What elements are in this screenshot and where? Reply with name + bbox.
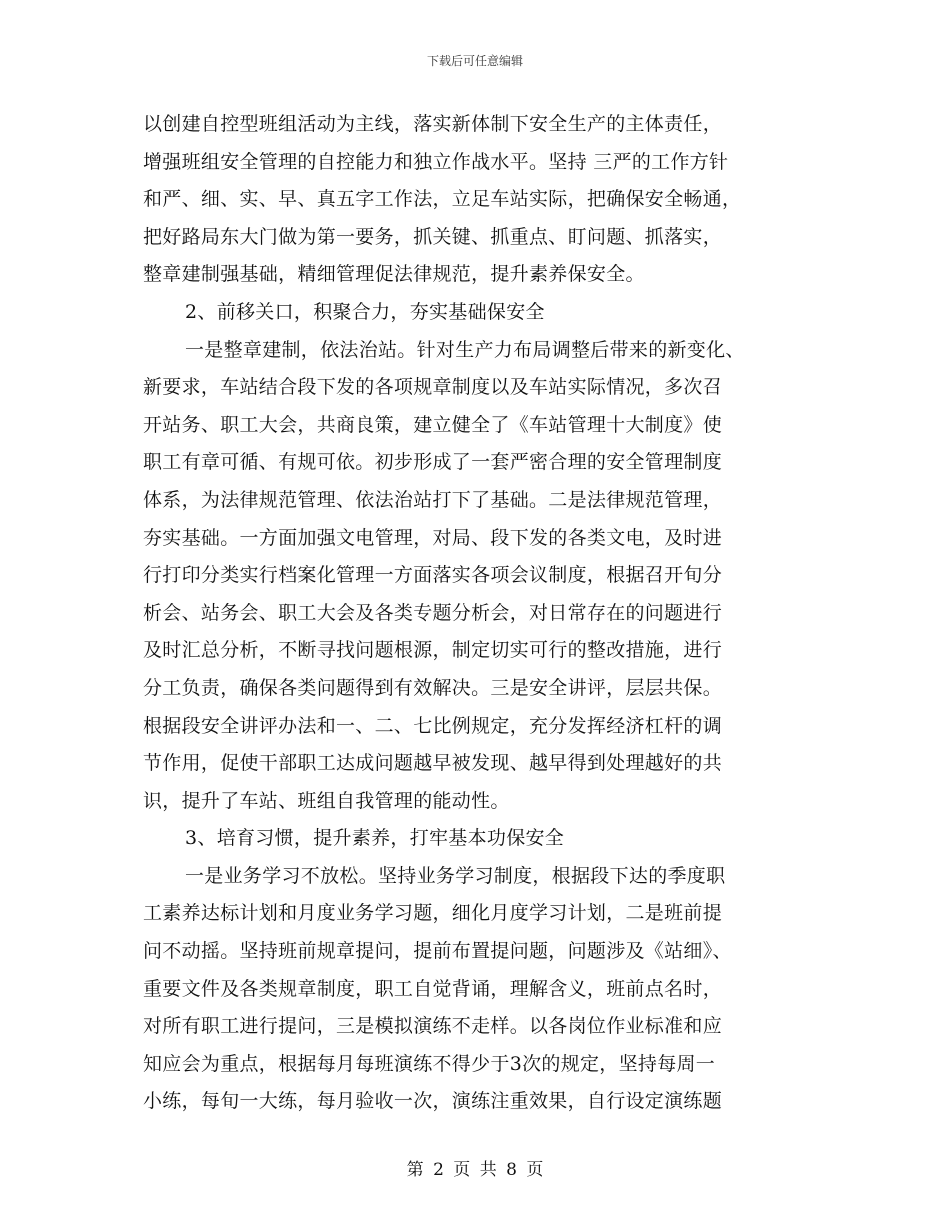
body-text-line: 识，提升了车站、班组自我管理的能动性。 [143, 789, 510, 812]
body-text-line: 析会、站务会、职工大会及各类专题分析会，对日常存在的问题进行 [143, 601, 723, 624]
body-text-line: 开站务、职工大会，共商良策，建立健全了《车站管理十大制度》使 [143, 413, 723, 436]
body-text-line: 工素养达标计划和月度业务学习题，细化月度学习计划，二是班前提 [143, 902, 723, 925]
document-body [143, 106, 811, 1121]
body-text-line: 整章建制强基础，精细管理促法律规范，提升素养保安全。 [143, 263, 645, 286]
body-text-line: 知应会为重点，根据每月每班演练不得少于3次的规定，坚持每周一 [143, 1052, 716, 1075]
body-text-line: 对所有职工进行提问，三是模拟演练不走样。以各岗位作业标准和应 [143, 1015, 723, 1038]
body-text-line: 把好路局东大门做为第一要务，抓关键、抓重点、盯问题、抓落实， [143, 225, 723, 248]
body-text-line: 夯实基础。一方面加强文电管理，对局、段下发的各类文电，及时进 [143, 526, 723, 549]
body-text-line: 职工有章可循、有规可依。初步形成了一套严密合理的安全管理制度 [143, 451, 723, 474]
body-text-line: 行打印分类实行档案化管理一方面落实各项会议制度，根据召开旬分 [143, 564, 723, 587]
body-text-line: 新要求，车站结合段下发的各项规章制度以及车站实际情况，多次召 [143, 376, 723, 399]
body-text-line: 增强班组安全管理的自控能力和独立作战水平。坚持 三严的工作方针 [143, 150, 729, 173]
body-text-line: 3、培育习惯，提升素养，打牢基本功保安全 [185, 827, 565, 850]
body-text-line: 2、前移关口，积聚合力，夯实基础保安全 [185, 300, 545, 323]
body-text-line: 分工负责，确保各类问题得到有效解决。三是安全讲评，层层共保。 [143, 676, 723, 699]
page-header: 下载后可任意编辑 [426, 54, 523, 68]
body-text-line: 以创建自控型班组活动为主线，落实新体制下安全生产的主体责任， [143, 113, 723, 135]
body-text-line: 节作用，促使干部职工达成问题越早被发现、越早得到处理越好的共 [143, 752, 723, 775]
body-text-line: 和严、细、实、早、真五字工作法，立足车站实际，把确保安全畅通， [143, 188, 742, 211]
body-text-line: 及时汇总分析，不断寻找问题根源，制定切实可行的整改措施，进行 [143, 639, 723, 662]
page-number-footer: 第 2 页 共 8 页 [406, 1160, 544, 1180]
body-text-line: 一是业务学习不放松。坚持业务学习制度，根据段下达的季度职 [185, 864, 726, 887]
body-text-line: 问不动摇。坚持班前规章提问，提前布置提问题，问题涉及《站细》、 [143, 940, 732, 963]
body-text-line: 重要文件及各类规章制度，职工自觉背诵，理解含义，班前点名时， [143, 977, 723, 1000]
body-text-line: 小练，每旬一大练，每月验收一次，演练注重效果，自行设定演练题 [143, 1090, 723, 1113]
body-text-line: 体系，为法律规范管理、依法治站打下了基础。二是法律规范管理， [143, 488, 723, 511]
body-text-line: 一是整章建制，依法治站。针对生产力布局调整后带来的新变化、 [185, 338, 745, 361]
body-text-line: 根据段安全讲评办法和一、二、七比例规定，充分发挥经济杠杆的调 [143, 714, 723, 737]
